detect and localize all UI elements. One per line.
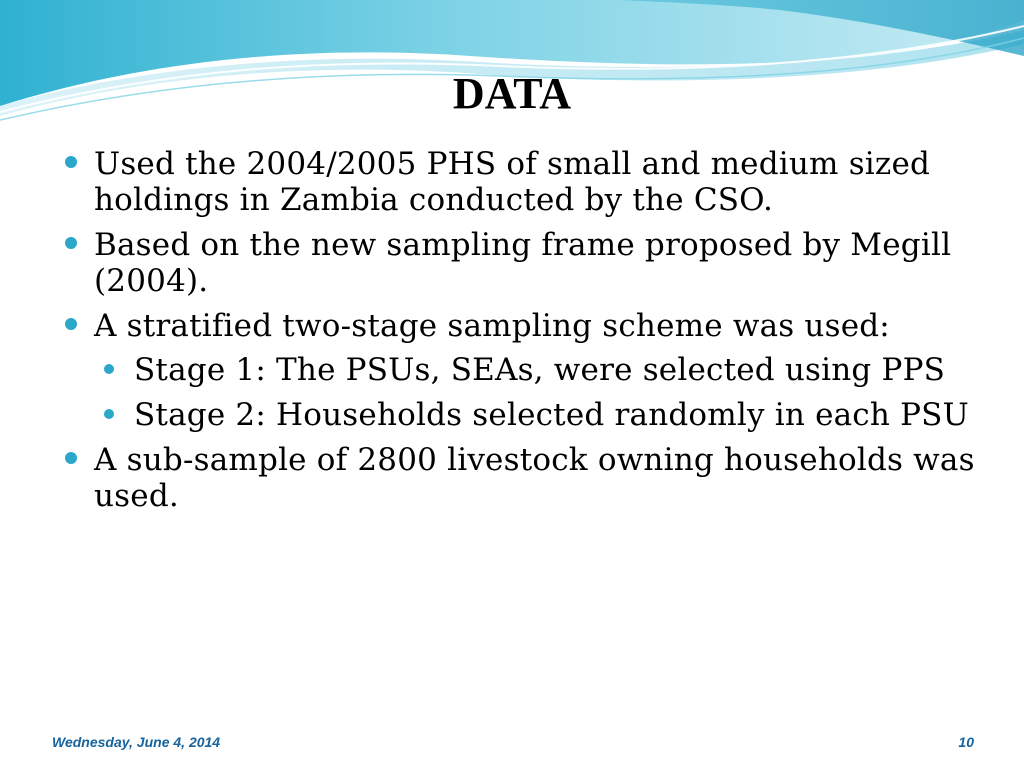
sub-bullet-list	[102, 352, 982, 433]
bullet-item	[62, 227, 982, 299]
sub-bullet-item	[102, 397, 982, 433]
bullet-dot-icon	[65, 318, 77, 330]
bullet-item	[62, 146, 982, 218]
bullet-dot-icon	[65, 237, 77, 249]
bullet-text: A stratified two-stage sampling scheme was used:	[94, 308, 890, 344]
bullet-dot-icon	[65, 452, 77, 464]
bullet-dot-icon	[65, 156, 77, 168]
footer-page-number: 10	[958, 734, 974, 750]
sub-bullet-dot-icon	[104, 364, 114, 374]
sub-bullet-text: Stage 1: The PSUs, SEAs, were selected using PPS	[134, 352, 946, 388]
sub-bullet-text: Stage 2: Households selected randomly in each PSU	[134, 397, 969, 433]
bullet-list	[62, 146, 982, 523]
slide-title: DATA	[452, 69, 572, 118]
bullet-item	[62, 442, 982, 514]
bullet-text: Based on the new sampling frame proposed by Megill (2004).	[94, 227, 952, 299]
sub-bullet-dot-icon	[104, 409, 114, 419]
footer-date: Wednesday, June 4, 2014	[52, 734, 221, 750]
bullet-text: A sub-sample of 2800 livestock owning households was used.	[94, 442, 975, 514]
bullet-text: Used the 2004/2005 PHS of small and medium sized holdings in Zambia conducted by the CSO.	[94, 146, 931, 218]
sub-bullet-item	[102, 352, 982, 388]
bullet-item	[62, 308, 982, 433]
